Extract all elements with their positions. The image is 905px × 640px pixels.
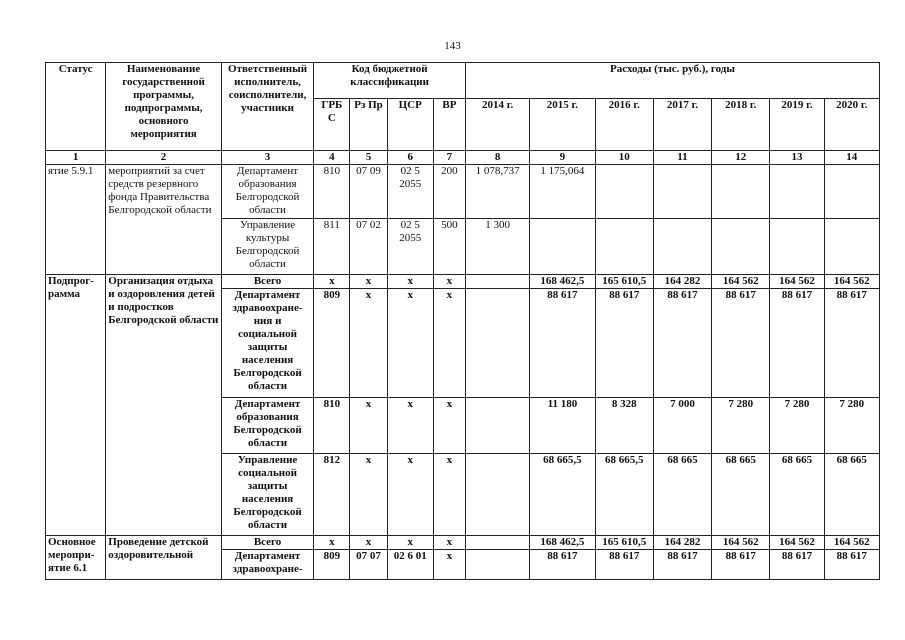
vr-cell: 500 <box>433 219 465 275</box>
value-cell: 7 280 <box>824 398 879 454</box>
value-cell <box>530 219 595 275</box>
value-cell: 7 000 <box>653 398 711 454</box>
value-cell: 68 665,5 <box>595 454 653 536</box>
value-cell: 68 665 <box>824 454 879 536</box>
responsible-cell: Департамент образования Белгородской области <box>221 165 313 219</box>
value-cell: 11 180 <box>530 398 595 454</box>
status-cell: ятие 5.9.1 <box>46 165 106 275</box>
value-cell <box>653 219 711 275</box>
column-number: 14 <box>824 151 879 165</box>
column-number: 5 <box>350 151 387 165</box>
value-cell <box>465 289 529 398</box>
value-cell: 88 617 <box>530 550 595 580</box>
value-cell: 165 610,5 <box>595 275 653 289</box>
csr-cell: х <box>387 454 433 536</box>
page-number: 143 <box>444 40 461 52</box>
rzpr-cell: 07 07 <box>350 550 387 580</box>
header-budget-code: Код бюджетной классификации <box>314 63 466 99</box>
vr-cell: 200 <box>433 165 465 219</box>
csr-cell: х <box>387 289 433 398</box>
header-responsible: Ответственный исполнитель, соисполнители, участники <box>221 63 313 151</box>
value-cell: 7 280 <box>712 398 770 454</box>
column-number: 3 <box>221 151 313 165</box>
column-number: 2 <box>106 151 222 165</box>
value-cell <box>465 454 529 536</box>
value-cell: 88 617 <box>530 289 595 398</box>
value-cell: 88 617 <box>770 289 824 398</box>
value-cell: 68 665,5 <box>530 454 595 536</box>
vr-cell: х <box>433 289 465 398</box>
table-row <box>46 165 880 219</box>
value-cell <box>465 550 529 580</box>
value-cell <box>465 275 529 289</box>
column-number: 13 <box>770 151 824 165</box>
table-row <box>46 275 880 289</box>
value-cell <box>770 165 824 219</box>
value-cell: 164 562 <box>824 275 879 289</box>
vr-cell: х <box>433 454 465 536</box>
grbs-cell: 809 <box>314 550 350 580</box>
value-cell: 1 300 <box>465 219 529 275</box>
csr-cell: 02 5 2055 <box>387 219 433 275</box>
grbs-cell: 812 <box>314 454 350 536</box>
rzpr-cell: х <box>350 536 387 550</box>
name-cell: Проведение детской оздоровительной <box>106 536 222 580</box>
value-cell: 88 617 <box>770 550 824 580</box>
responsible-cell: Всего <box>221 275 313 289</box>
value-cell: 168 462,5 <box>530 536 595 550</box>
responsible-cell: Департамент здравоохране- <box>221 550 313 580</box>
responsible-cell: Управление социальной защиты населения Белгородской области <box>221 454 313 536</box>
rzpr-cell: х <box>350 289 387 398</box>
grbs-cell: 809 <box>314 289 350 398</box>
name-cell: Организация отдыха и оздоровления детей и подростков Белгородской области <box>106 275 222 536</box>
grbs-cell: 811 <box>314 219 350 275</box>
column-number: 4 <box>314 151 350 165</box>
column-number: 10 <box>595 151 653 165</box>
header-status: Статус <box>46 63 106 151</box>
csr-cell: 02 6 01 <box>387 550 433 580</box>
value-cell: 164 282 <box>653 536 711 550</box>
value-cell <box>595 219 653 275</box>
responsible-cell: Всего <box>221 536 313 550</box>
value-cell <box>595 165 653 219</box>
value-cell: 7 280 <box>770 398 824 454</box>
grbs-cell: 810 <box>314 398 350 454</box>
csr-cell: х <box>387 398 433 454</box>
column-number: 6 <box>387 151 433 165</box>
rzpr-cell: 07 02 <box>350 219 387 275</box>
value-cell: 68 665 <box>653 454 711 536</box>
value-cell: 88 617 <box>595 550 653 580</box>
responsible-cell: Департамент образования Белгородской области <box>221 398 313 454</box>
value-cell: 165 610,5 <box>595 536 653 550</box>
rzpr-cell: х <box>350 398 387 454</box>
value-cell: 8 328 <box>595 398 653 454</box>
header-year: 2016 г. <box>595 99 653 151</box>
value-cell: 88 617 <box>712 550 770 580</box>
value-cell: 88 617 <box>824 550 879 580</box>
column-number: 7 <box>433 151 465 165</box>
header-row-1 <box>46 63 880 99</box>
csr-cell: 02 5 2055 <box>387 165 433 219</box>
value-cell <box>712 165 770 219</box>
column-number: 9 <box>530 151 595 165</box>
header-csr: ЦСР <box>387 99 433 151</box>
value-cell <box>653 165 711 219</box>
budget-table <box>45 62 880 580</box>
value-cell: 164 562 <box>712 275 770 289</box>
status-cell: Основное меропри-ятие 6.1 <box>46 536 106 580</box>
value-cell: 88 617 <box>653 289 711 398</box>
column-number: 12 <box>712 151 770 165</box>
vr-cell: х <box>433 536 465 550</box>
rzpr-cell: 07 09 <box>350 165 387 219</box>
column-number: 11 <box>653 151 711 165</box>
vr-cell: х <box>433 398 465 454</box>
table-row <box>46 536 880 550</box>
value-cell: 164 282 <box>653 275 711 289</box>
grbs-cell: 810 <box>314 165 350 219</box>
csr-cell: х <box>387 536 433 550</box>
grbs-cell: х <box>314 275 350 289</box>
value-cell: 1 078,737 <box>465 165 529 219</box>
header-name: Наименование государственной программы, подпрограммы, основного мероприятия <box>106 63 222 151</box>
value-cell <box>465 536 529 550</box>
value-cell <box>770 219 824 275</box>
value-cell <box>824 165 879 219</box>
value-cell: 88 617 <box>712 289 770 398</box>
rzpr-cell: х <box>350 454 387 536</box>
value-cell: 164 562 <box>824 536 879 550</box>
column-number: 1 <box>46 151 106 165</box>
header-year: 2014 г. <box>465 99 529 151</box>
value-cell: 164 562 <box>712 536 770 550</box>
value-cell <box>465 398 529 454</box>
grbs-cell: х <box>314 536 350 550</box>
name-cell: мероприятий за счет средств резервного фонда Правительства Белгородской области <box>106 165 222 275</box>
value-cell: 68 665 <box>770 454 824 536</box>
header-year: 2019 г. <box>770 99 824 151</box>
vr-cell: х <box>433 275 465 289</box>
status-cell: Подпрог-рамма <box>46 275 106 536</box>
column-numbers-row <box>46 151 880 165</box>
value-cell: 88 617 <box>595 289 653 398</box>
vr-cell: х <box>433 550 465 580</box>
value-cell: 1 175,064 <box>530 165 595 219</box>
rzpr-cell: х <box>350 275 387 289</box>
header-year: 2015 г. <box>530 99 595 151</box>
header-expenses: Расходы (тыс. руб.), годы <box>465 63 879 99</box>
value-cell <box>712 219 770 275</box>
value-cell: 164 562 <box>770 275 824 289</box>
header-year: 2020 г. <box>824 99 879 151</box>
value-cell: 168 462,5 <box>530 275 595 289</box>
value-cell <box>824 219 879 275</box>
header-vr: ВР <box>433 99 465 151</box>
value-cell: 164 562 <box>770 536 824 550</box>
csr-cell: х <box>387 275 433 289</box>
value-cell: 88 617 <box>653 550 711 580</box>
header-year: 2018 г. <box>712 99 770 151</box>
value-cell: 68 665 <box>712 454 770 536</box>
header-grbs: ГРБ С <box>314 99 350 151</box>
responsible-cell: Департамент здравоохране-ния и социальной защиты населения Белгородской области <box>221 289 313 398</box>
value-cell: 88 617 <box>824 289 879 398</box>
responsible-cell: Управление культуры Белгородской области <box>221 219 313 275</box>
column-number: 8 <box>465 151 529 165</box>
header-rzpr: Рз Пр <box>350 99 387 151</box>
header-year: 2017 г. <box>653 99 711 151</box>
